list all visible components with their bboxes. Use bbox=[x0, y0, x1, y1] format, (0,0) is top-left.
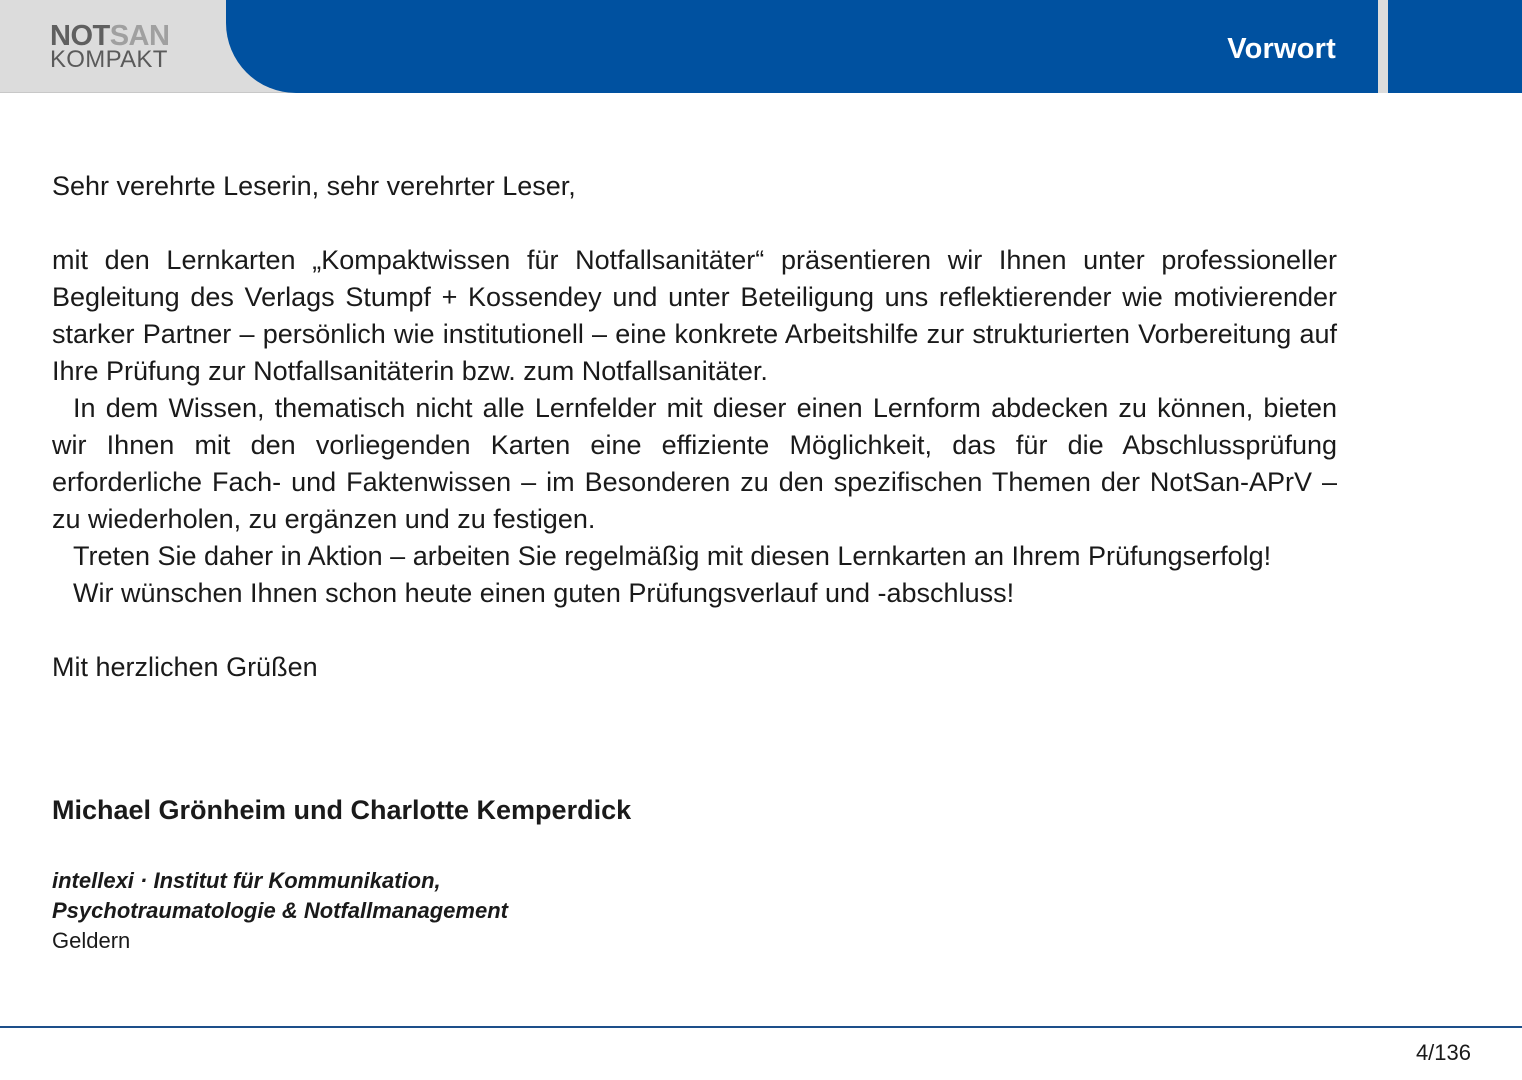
closing: Mit herzlichen Grüßen bbox=[52, 652, 318, 682]
location: Geldern bbox=[52, 928, 131, 953]
institution-block bbox=[52, 866, 508, 956]
notsan-kompakt-logo bbox=[50, 22, 169, 72]
footer-divider bbox=[0, 1026, 1522, 1028]
institution-line-1: intellexi · Institut für Kommunikation, bbox=[52, 868, 441, 893]
page-header bbox=[0, 0, 1522, 93]
logo-san: SAN bbox=[109, 20, 170, 52]
header-divider bbox=[1378, 0, 1388, 93]
authors: Michael Grönheim und Charlotte Kemperdick bbox=[52, 795, 632, 825]
paragraph-1: mit den Lernkarten „Kompaktwissen für Notfallsanitäter“ präsentieren wir Ihnen unter professioneller Begleitung des Verlags Stumpf + Kossendey und unter Beteiligung uns reflektierender wie motivierender starker Partner – persönlich wie institutionell – eine konkrete Arbeitshilfe zur strukturierten Vorbereitung auf Ihre Prüfung zur Notfallsanitäterin bzw. zum Notfallsanitäter. bbox=[52, 245, 1337, 386]
header-band-right bbox=[1388, 0, 1522, 93]
logo-not: NOT bbox=[50, 20, 110, 52]
institution-line-2: Psychotraumatologie & Notfallmanagement bbox=[52, 898, 508, 923]
paragraph-2: In dem Wissen, thematisch nicht alle Lernfelder mit dieser einen Lernform abdecken zu können, bieten wir Ihnen mit den vorliegenden Karten eine effiziente Möglichkeit, das für die Abschlussprüfung erforderliche Fach- und Faktenwissen – im Besonderen zu den spezifischen Themen der NotSan-APrV – zu wiederholen, zu ergänzen und zu festigen. bbox=[52, 393, 1337, 534]
header-band bbox=[226, 0, 1378, 93]
paragraph-4: Wir wünschen Ihnen schon heute einen guten Prüfungsverlauf und -abschluss! bbox=[73, 578, 1015, 608]
page-number: 4/136 bbox=[1415, 1040, 1471, 1065]
salutation: Sehr verehrte Leserin, sehr verehrter Leser, bbox=[52, 171, 576, 201]
paragraph-3: Treten Sie daher in Aktion – arbeiten Sie regelmäßig mit diesen Lernkarten an Ihrem Prüfungserfolg! bbox=[73, 541, 1272, 571]
section-title: Vorwort bbox=[1227, 33, 1336, 65]
letter-body bbox=[52, 168, 1337, 686]
logo-kompakt: KOMPAKT bbox=[50, 46, 168, 73]
